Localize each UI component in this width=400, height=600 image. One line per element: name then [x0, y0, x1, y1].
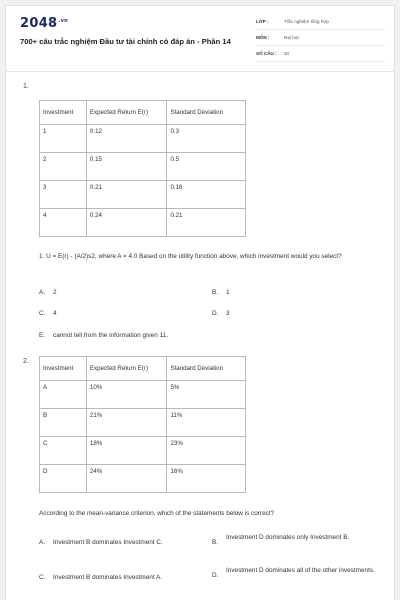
- question-1-table: [39, 100, 246, 237]
- table-header-cell: Standard Deviation: [167, 357, 246, 381]
- answer-option-b[interactable]: [212, 288, 230, 298]
- answer-option-d[interactable]: [212, 309, 230, 319]
- meta-key: LỚP :: [256, 19, 269, 24]
- answer-option-d[interactable]: [212, 566, 377, 581]
- option-text: Investment D dominates only Investment B.: [226, 534, 350, 541]
- table-cell: 16%: [167, 465, 246, 493]
- table-cell: B: [40, 409, 87, 437]
- table-row: [40, 209, 246, 237]
- question-2-table: [39, 356, 246, 493]
- option-letter: C.: [39, 574, 46, 581]
- question-number: 1.: [23, 83, 29, 90]
- table-cell: 3: [40, 181, 87, 209]
- table-cell: C: [40, 437, 87, 465]
- table-row: [40, 465, 246, 493]
- option-text: Investment D dominates all of the other investments.: [226, 567, 375, 574]
- meta-value: 30: [284, 51, 290, 56]
- table-row: [40, 409, 246, 437]
- logo-text: 2048: [20, 16, 58, 31]
- table-cell: 1: [40, 125, 87, 153]
- table-cell: 2: [40, 153, 87, 181]
- table-header-cell: Expected Return E(r): [86, 357, 167, 381]
- answer-option-a[interactable]: [39, 538, 209, 548]
- option-text: 4: [53, 310, 57, 317]
- table-cell: 0.16: [167, 181, 246, 209]
- answer-option-e[interactable]: [39, 331, 168, 341]
- table-cell: 5%: [167, 381, 246, 409]
- meta-value: Trắc nghiệm tổng hợp: [284, 19, 329, 24]
- option-letter: B.: [212, 289, 219, 296]
- question-2-text: According to the mean-variance criterion, which of the statements below is correct?: [39, 510, 275, 517]
- table-cell: 0.12: [86, 125, 167, 153]
- option-letter: A.: [39, 289, 46, 296]
- table-cell: 4: [40, 209, 87, 237]
- table-cell: 21%: [86, 409, 167, 437]
- option-text: 2: [53, 289, 57, 296]
- meta-row-class: [256, 14, 386, 30]
- table-cell: 24%: [86, 465, 167, 493]
- table-header-row: [40, 101, 246, 125]
- option-letter: E.: [39, 332, 46, 339]
- table-row: [40, 125, 246, 153]
- meta-key: MÔN :: [256, 35, 270, 40]
- table-row: [40, 153, 246, 181]
- option-letter: B.: [212, 539, 219, 546]
- table-cell: 0.15: [86, 153, 167, 181]
- table-cell: 18%: [86, 437, 167, 465]
- table-cell: 0.21: [167, 209, 246, 237]
- meta-row-count: [256, 46, 386, 62]
- option-text: Investment B dominates Investment A.: [53, 574, 163, 581]
- page-header: [6, 6, 395, 72]
- worksheet-page: [5, 5, 395, 600]
- answer-option-b[interactable]: [212, 533, 377, 548]
- table-row: [40, 181, 246, 209]
- answer-option-c[interactable]: [39, 309, 57, 319]
- meta-value: Đại học: [284, 35, 300, 40]
- table-cell: 0.21: [86, 181, 167, 209]
- table-header-cell: Standard Deviation: [167, 101, 246, 125]
- table-header-cell: Expected Return E(r): [86, 101, 167, 125]
- option-letter: D.: [212, 310, 219, 317]
- logo-suffix: .vn: [58, 17, 69, 24]
- answer-option-a[interactable]: [39, 288, 57, 298]
- table-cell: 0.5: [167, 153, 246, 181]
- option-letter: C.: [39, 310, 46, 317]
- table-header-cell: Investment: [40, 101, 87, 125]
- option-text: 3: [226, 310, 230, 317]
- table-row: [40, 381, 246, 409]
- table-cell: 11%: [167, 409, 246, 437]
- question-number: 2.: [23, 358, 29, 365]
- table-header-row: [40, 357, 246, 381]
- document-title: 700+ câu trắc nghiệm Đầu tư tài chính có đáp án - Phần 14: [20, 37, 231, 46]
- site-logo[interactable]: [20, 16, 68, 31]
- option-text: Investment B dominates Investment C.: [53, 539, 163, 546]
- table-header-cell: Investment: [40, 357, 87, 381]
- table-cell: A: [40, 381, 87, 409]
- option-letter: D.: [212, 572, 219, 579]
- meta-key: SỐ CÂU :: [256, 51, 277, 56]
- document-meta: [256, 14, 386, 62]
- answer-option-c[interactable]: [39, 573, 209, 583]
- table-cell: 0.3: [167, 125, 246, 153]
- table-cell: D: [40, 465, 87, 493]
- option-letter: A.: [39, 539, 46, 546]
- option-text: 1: [226, 289, 230, 296]
- meta-row-subject: [256, 30, 386, 46]
- option-text: cannot tell from the information given 11.: [53, 332, 168, 339]
- table-cell: 0.24: [86, 209, 167, 237]
- table-cell: 10%: [86, 381, 167, 409]
- question-1-text: 1. U = E(r) - (A/2)s2, where A = 4.0 Based on the utility function above, which investment would you select?: [39, 253, 342, 260]
- table-row: [40, 437, 246, 465]
- table-cell: 23%: [167, 437, 246, 465]
